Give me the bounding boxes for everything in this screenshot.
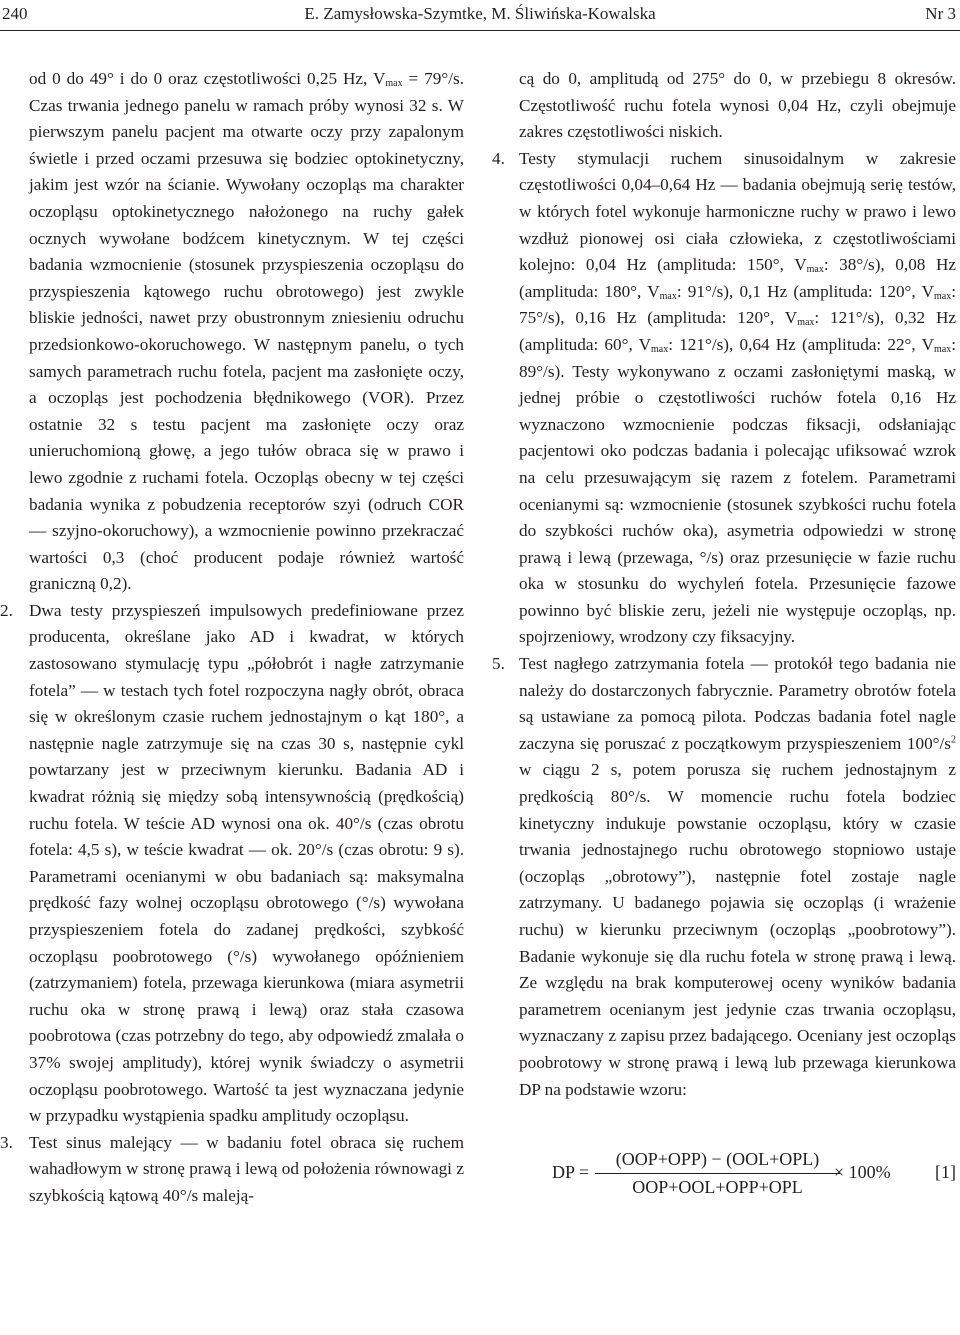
formula-multiplier: × 100%	[834, 1162, 891, 1183]
subscript: max	[933, 290, 952, 302]
subscript: max	[806, 264, 824, 276]
list-item-4	[492, 146, 956, 651]
list-number: 5.	[492, 654, 505, 674]
text-run: w ciągu 2 s, potem porusza się ruchem jednostajnym z prędkością 80°/s. W momencie ruchu fotela bodziec kinetyczny indukuje powstanie oczopląsu, który w czasie trwania jednostajnego ruchu obrotowego stopniowo ustaje (oczopląs „obrotowy”), następnie fotel zostaje nagle zatrzymany. U badanego pojawia się oczopląs (i wrażenie ruchu) w kierunku przeciwnym (oczopląs „poobrotowy”). Badanie wykonuje się dla ruchu fotela w stronę prawą i lewą. Ze względu na brak komputerowej oceny wyników badania parametrem ocenianym jest jedynie czas trwania oczopląsu, wyznaczany z zapisu przez badającego. Oceniany jest oczopląs poobrotowy w stronę prawą i lewą lub przewaga kierunkowa DP na podstawie wzoru:	[519, 760, 956, 1099]
text-run: = 79°/s. Czas trwania jednego panelu w ramach próby wynosi 32 s. W pierwszym panelu pacjent ma otwarte oczy przy zapalonym świetle i przed oczami przesuwa się bodziec optokinetyczny, jakim jest wzór na ścianie. Wywołany oczopląs ma charakter oczopląsu optokinetycznego nałożonego na ruchy gałek ocznych wywołane bodźcem kinetycznym. W tej części badania wzmocnienie (stosunek przyspieszenia oczopląsu do przyspieszenia kątowego ruchu obrotowego) jest zwykle bliskie jedności, nawet przy obustronnym zniesieniu odruchu przedsionkowo-okoruchowego. W następnym panelu, o tych samych parametrach ruchu fotela, pacjent ma zasłonięte oczy, a oczopląs jest pochodzenia błędnikowego (VOR). Przez ostatnie 32 s testu pacjent ma zasłonięte oczy oraz unieruchomioną głowę, a jego tułów obraca się w prawo i lewo zgodnie z ruchami fotela. Oczopląs obecny w tej części badania wynika z pobudzenia receptorów szyi (odruch COR — szyjno-okoruchowy), a wzmocnienie powinno przekraczać wartości 0,3 (choć producent podaje również wartość graniczną 0,2).	[29, 69, 465, 594]
header-rule	[0, 30, 960, 31]
subscript: max	[651, 343, 669, 355]
subscript: max	[659, 290, 677, 302]
formula-lhs: DP =	[552, 1162, 589, 1183]
page-number: 240	[2, 4, 28, 23]
text-run: : 91°/s), 0,1 Hz (amplituda: 120°, V	[676, 281, 934, 301]
list-item-text: Dwa testy przyspieszeń impulsowych predefiniowane przez producenta, określane jako AD i kwadrat, w których zastosowano stymulację typu „półobrót i nagłe zatrzymanie fotela” — w testach tych fotel rozpoczyna nagły obrót, obraca się w określonym czasie ruchem jednostajnym o kąt 180°, a następnie nagle zatrzymuje się na czas 30 s, następnie cykl powtarzany jest w przeciwnym kierunku. Badania AD i kwadrat różnią się między sobą intensywnością (prędkością) ruchu fotela. W teście AD wynosi ona ok. 40°/s (czas obrotu fotela: 4,5 s), w teście kwadrat — ok. 20°/s (czas obrotu: 9 s). Parametrami ocenianymi w obu badaniach są: maksymalna prędkość fazy wolnej oczopląsu obrotowego (°/s) wywołana przyspieszeniem fotela do zadanej prędkości, szybkość oczopląsu poobrotowego (°/s) wywołanego opóźnieniem (zatrzymaniem) fotela, przewaga kierunkowa (miara asymetrii ruchu oka w stronę prawą i lewą) oraz stała czasowa poobrotowa (czas potrzebny do tego, aby odpowiedź zmalała o 37% swojej amplitudy), której wynik świadczy o asymetrii oczopląsu poobrotowego. Wartość ta jest wyznaczana jedynie w przypadku wystąpienia spadku amplitudy oczopląsu.	[29, 600, 464, 1126]
superscript: 2	[951, 734, 956, 746]
text-run: od 0 do 49° i do 0 oraz częstotliwości 0,25 Hz, V	[29, 69, 386, 88]
text-run: : 38°/s), 0,08 Hz (amplituda: 180°, V	[519, 255, 956, 301]
list-item-text	[519, 651, 956, 1103]
running-header	[0, 0, 960, 31]
subscript: max	[385, 78, 403, 89]
text-run: : 121°/s), 0,64 Hz (amplituda: 22°, V	[668, 334, 934, 354]
left-column	[0, 66, 465, 1210]
text-run: : 75°/s), 0,16 Hz (amplituda: 120°, V	[519, 281, 956, 328]
equation-number: [1]	[935, 1162, 956, 1183]
list-item-3	[0, 1130, 464, 1210]
list-item-text	[519, 146, 956, 651]
subscript: max	[797, 317, 815, 329]
list-item-text: Test sinus malejący — w badaniu fotel obraca się ruchem wahadłowym w stronę prawą i lewą od położenia równowagi z szybkością kątową 40°/s maleją-	[29, 1132, 464, 1205]
issue-number: Nr 3	[925, 4, 956, 23]
formula-denominator: OOP+OOL+OPP+OPL	[632, 1177, 803, 1198]
text-run: Testy stymulacji ruchem sinusoidalnym w zakresie częstotliwości 0,04–0,64 Hz — badania obejmują serię testów, w których fotel wykonuje harmoniczne ruchy w prawo i lewo wzdłuż pionowej osi ciała człowieka, z częstotliwościami kolejno: 0,04 Hz (amplituda: 150°, V	[519, 148, 956, 275]
text-run: : 121°/s), 0,32 Hz (amplituda: 60°, V	[519, 308, 956, 354]
paragraph-continued: cą do 0, amplitudą od 275° do 0, w przebiegu 8 okresów. Częstotliwość ruchu fotela wynosi 0,04 Hz, czyli obejmuje zakres częstotliwości niskich.	[519, 69, 956, 142]
list-number: 4.	[492, 148, 505, 168]
list-item-5	[492, 651, 956, 1103]
formula-dp	[519, 1147, 956, 1207]
subscript: max	[933, 343, 952, 355]
header-authors: E. Zamysłowska-Szymtke, M. Śliwińska-Kowalska	[304, 4, 656, 23]
list-number: 3.	[0, 1132, 13, 1152]
right-column	[492, 66, 956, 1207]
formula-fraction	[595, 1147, 840, 1200]
text-run: Test nagłego zatrzymania fotela — protokół tego badania nie należy do dostarczonych fabrycznie. Parametry obrotów fotela są ustawiane za pomocą pilota. Podczas badania fotel nagle zaczyna się poruszać z początkowym przyspieszeniem 100°/s	[519, 654, 956, 753]
list-item-2	[0, 598, 464, 1130]
formula-numerator: (OOP+OPP) − (OOL+OPL)	[595, 1147, 840, 1174]
list-number: 2.	[0, 600, 13, 620]
paragraph-continued	[29, 66, 464, 598]
text-run: : 89°/s). Testy wykonywano z oczami zasłoniętymi maską, w jednej próbie o częstotliwości ruchów fotela 0,16 Hz wyznaczono wzmocnienie podczas fiksacji, odsłaniając pacjentowi oko podczas badania i polecając ufiksować wzrok na celu przesuwającym się razem z fotelem. Parametrami ocenianymi są: wzmocnienie (stosunek szybkości ruchu fotela do szybkości ruchów oka), asymetria odpowiedzi w stronę prawą i lewą (przewaga, °/s) oraz przesunięcie w fazie ruchu oka w stosunku do wychyleń fotela. Przesunięcie fazowe powinno być bliskie zeru, jeżeli nie występuje oczopląs, np. spojrzeniowy, wrodzony czy fiksacyjny.	[519, 334, 956, 647]
